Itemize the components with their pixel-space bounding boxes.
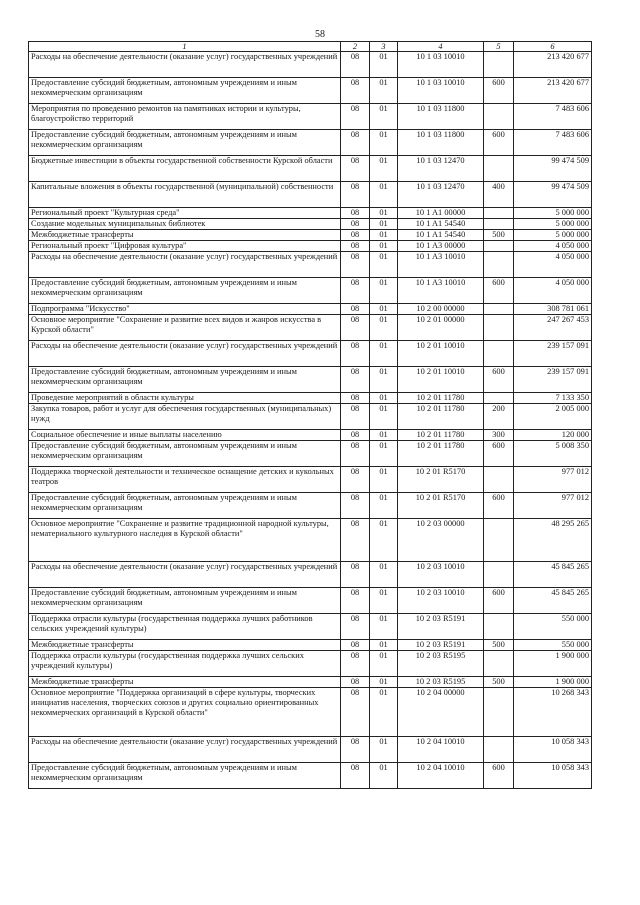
row-name: Предоставление субсидий бюджетным, автономным учреждениям и иным некоммерческим организациям [29, 588, 341, 614]
row-razdel: 08 [341, 230, 370, 241]
row-razdel: 08 [341, 182, 370, 208]
row-name: Капитальные вложения в объекты государственной (муниципальной) собственности [29, 182, 341, 208]
row-sum: 120 000 [514, 430, 592, 441]
row-name: Предоставление субсидий бюджетным, автономным учреждениям и иным некоммерческим организациям [29, 493, 341, 519]
row-razdel: 08 [341, 614, 370, 640]
row-vr [484, 315, 514, 341]
row-name: Основное мероприятие "Сохранение и развитие традиционной народной культуры, нематериального культурного наследия в Курской области" [29, 519, 341, 562]
row-sum: 239 157 091 [514, 341, 592, 367]
row-razdel: 08 [341, 519, 370, 562]
row-sum: 99 474 509 [514, 156, 592, 182]
row-csr: 10 2 01 R5170 [398, 493, 484, 519]
row-razdel: 08 [341, 493, 370, 519]
column-header-sum: 6 [514, 42, 592, 52]
row-name: Расходы на обеспечение деятельности (оказание услуг) государственных учреждений [29, 737, 341, 763]
row-sum: 977 012 [514, 493, 592, 519]
table-row [29, 651, 592, 677]
row-razdel: 08 [341, 404, 370, 430]
row-vr: 600 [484, 588, 514, 614]
row-vr [484, 241, 514, 252]
row-name: Социальное обеспечение и иные выплаты населению [29, 430, 341, 441]
row-csr: 10 2 01 10010 [398, 341, 484, 367]
row-sum: 45 845 265 [514, 562, 592, 588]
row-name: Поддержка отрасли культуры (государственная поддержка лучших сельских учреждений культуры) [29, 651, 341, 677]
row-sum: 239 157 091 [514, 367, 592, 393]
row-razdel: 08 [341, 688, 370, 737]
row-sum: 550 000 [514, 614, 592, 640]
row-razdel: 08 [341, 677, 370, 688]
row-podrazdel: 01 [370, 367, 398, 393]
row-csr: 10 2 01 11780 [398, 441, 484, 467]
row-csr: 10 2 01 11780 [398, 404, 484, 430]
row-vr [484, 651, 514, 677]
table-row [29, 230, 592, 241]
table-row [29, 130, 592, 156]
row-csr: 10 2 03 R5195 [398, 677, 484, 688]
row-name: Проведение мероприятий в области культуры [29, 393, 341, 404]
table-row [29, 493, 592, 519]
row-sum: 4 050 000 [514, 241, 592, 252]
table-row [29, 104, 592, 130]
row-sum: 247 267 453 [514, 315, 592, 341]
row-podrazdel: 01 [370, 737, 398, 763]
row-vr [484, 519, 514, 562]
row-podrazdel: 01 [370, 304, 398, 315]
row-podrazdel: 01 [370, 763, 398, 789]
row-sum: 5 000 000 [514, 208, 592, 219]
row-podrazdel: 01 [370, 651, 398, 677]
row-razdel: 08 [341, 341, 370, 367]
row-sum: 10 058 343 [514, 763, 592, 789]
row-vr: 600 [484, 763, 514, 789]
column-header-razdel: 2 [341, 42, 370, 52]
row-razdel: 08 [341, 640, 370, 651]
row-vr [484, 688, 514, 737]
row-csr: 10 1 03 12470 [398, 182, 484, 208]
row-name: Предоставление субсидий бюджетным, автономным учреждениям и иным некоммерческим организациям [29, 763, 341, 789]
table-row [29, 182, 592, 208]
row-csr: 10 2 00 00000 [398, 304, 484, 315]
row-csr: 10 2 01 00000 [398, 315, 484, 341]
row-csr: 10 1 03 10010 [398, 78, 484, 104]
table-row [29, 430, 592, 441]
row-csr: 10 1 A1 00000 [398, 208, 484, 219]
row-name: Предоставление субсидий бюджетным, автономным учреждениям и иным некоммерческим организациям [29, 78, 341, 104]
row-sum: 2 005 000 [514, 404, 592, 430]
table-row [29, 341, 592, 367]
row-razdel: 08 [341, 130, 370, 156]
row-razdel: 08 [341, 737, 370, 763]
page-number: 58 [315, 29, 325, 40]
row-podrazdel: 01 [370, 640, 398, 651]
row-razdel: 08 [341, 430, 370, 441]
row-sum: 550 000 [514, 640, 592, 651]
row-sum: 308 781 061 [514, 304, 592, 315]
row-sum: 213 420 677 [514, 78, 592, 104]
row-vr: 400 [484, 182, 514, 208]
row-razdel: 08 [341, 763, 370, 789]
row-razdel: 08 [341, 315, 370, 341]
row-podrazdel: 01 [370, 156, 398, 182]
row-csr: 10 1 A3 10010 [398, 252, 484, 278]
row-csr: 10 2 01 11780 [398, 393, 484, 404]
row-sum: 10 268 343 [514, 688, 592, 737]
row-sum: 45 845 265 [514, 588, 592, 614]
row-name: Межбюджетные трансферты [29, 230, 341, 241]
header-row [29, 42, 592, 52]
row-podrazdel: 01 [370, 677, 398, 688]
table-row [29, 519, 592, 562]
row-vr [484, 393, 514, 404]
row-razdel: 08 [341, 588, 370, 614]
row-podrazdel: 01 [370, 104, 398, 130]
column-header-vr: 5 [484, 42, 514, 52]
row-name: Основное мероприятие "Поддержка организаций в сфере культуры, творческих инициатив населения, творческих союзов и других социально ориентированных некоммерческих организаций в Курской области" [29, 688, 341, 737]
row-csr: 10 1 A1 54540 [398, 230, 484, 241]
row-name: Предоставление субсидий бюджетным, автономным учреждениям и иным некоммерческим организациям [29, 278, 341, 304]
row-csr: 10 2 04 00000 [398, 688, 484, 737]
budget-table [28, 41, 592, 789]
row-sum: 977 012 [514, 467, 592, 493]
row-podrazdel: 01 [370, 562, 398, 588]
row-name: Предоставление субсидий бюджетным, автономным учреждениям и иным некоммерческим организациям [29, 441, 341, 467]
row-csr: 10 1 03 12470 [398, 156, 484, 182]
row-razdel: 08 [341, 278, 370, 304]
row-razdel: 08 [341, 367, 370, 393]
table-row [29, 614, 592, 640]
row-vr: 500 [484, 677, 514, 688]
row-vr [484, 467, 514, 493]
row-podrazdel: 01 [370, 219, 398, 230]
row-razdel: 08 [341, 252, 370, 278]
row-razdel: 08 [341, 219, 370, 230]
row-podrazdel: 01 [370, 130, 398, 156]
row-razdel: 08 [341, 208, 370, 219]
row-vr: 600 [484, 441, 514, 467]
row-sum: 7 133 350 [514, 393, 592, 404]
row-razdel: 08 [341, 52, 370, 78]
table-body [29, 52, 592, 789]
row-sum: 4 050 000 [514, 252, 592, 278]
row-sum: 5 000 000 [514, 219, 592, 230]
row-sum: 7 483 606 [514, 104, 592, 130]
row-vr [484, 737, 514, 763]
row-sum: 5 000 000 [514, 230, 592, 241]
row-name: Поддержка отрасли культуры (государственная поддержка лучших работников сельских учреждений культуры) [29, 614, 341, 640]
table-row [29, 441, 592, 467]
row-csr: 10 1 A3 00000 [398, 241, 484, 252]
row-podrazdel: 01 [370, 467, 398, 493]
row-podrazdel: 01 [370, 208, 398, 219]
row-csr: 10 2 03 R5191 [398, 640, 484, 651]
table-row [29, 219, 592, 230]
row-vr [484, 104, 514, 130]
row-razdel: 08 [341, 304, 370, 315]
row-vr [484, 52, 514, 78]
table-row [29, 677, 592, 688]
row-razdel: 08 [341, 104, 370, 130]
row-sum: 1 900 000 [514, 651, 592, 677]
table-row [29, 304, 592, 315]
row-csr: 10 2 03 10010 [398, 562, 484, 588]
row-vr [484, 614, 514, 640]
row-csr: 10 1 A1 54540 [398, 219, 484, 230]
row-podrazdel: 01 [370, 252, 398, 278]
row-podrazdel: 01 [370, 404, 398, 430]
table-row [29, 78, 592, 104]
row-razdel: 08 [341, 441, 370, 467]
row-name: Основное мероприятие "Сохранение и развитие всех видов и жанров искусства в Курской области" [29, 315, 341, 341]
row-name: Региональный проект "Цифровая культура" [29, 241, 341, 252]
row-name: Бюджетные инвестиции в объекты государственной собственности Курской области [29, 156, 341, 182]
table-row [29, 763, 592, 789]
table-row [29, 393, 592, 404]
row-podrazdel: 01 [370, 52, 398, 78]
row-vr [484, 156, 514, 182]
row-vr [484, 208, 514, 219]
table-row [29, 737, 592, 763]
table-row [29, 315, 592, 341]
table-row [29, 52, 592, 78]
row-vr [484, 341, 514, 367]
row-vr: 600 [484, 493, 514, 519]
row-podrazdel: 01 [370, 241, 398, 252]
row-name: Межбюджетные трансферты [29, 640, 341, 651]
row-razdel: 08 [341, 562, 370, 588]
row-vr [484, 304, 514, 315]
row-podrazdel: 01 [370, 430, 398, 441]
row-csr: 10 1 03 11800 [398, 104, 484, 130]
table-row [29, 404, 592, 430]
row-sum: 5 008 350 [514, 441, 592, 467]
table-row [29, 467, 592, 493]
row-podrazdel: 01 [370, 493, 398, 519]
table-row [29, 588, 592, 614]
row-csr: 10 2 01 R5170 [398, 467, 484, 493]
row-csr: 10 2 04 10010 [398, 763, 484, 789]
row-name: Расходы на обеспечение деятельности (оказание услуг) государственных учреждений [29, 341, 341, 367]
row-razdel: 08 [341, 241, 370, 252]
row-vr: 600 [484, 278, 514, 304]
row-podrazdel: 01 [370, 588, 398, 614]
row-sum: 10 058 343 [514, 737, 592, 763]
table-row [29, 252, 592, 278]
table-header [29, 42, 592, 52]
row-csr: 10 2 03 R5195 [398, 651, 484, 677]
row-csr: 10 1 03 10010 [398, 52, 484, 78]
row-csr: 10 2 03 00000 [398, 519, 484, 562]
table-row [29, 688, 592, 737]
table-row [29, 278, 592, 304]
column-header-name: 1 [29, 42, 341, 52]
row-csr: 10 1 03 11800 [398, 130, 484, 156]
row-razdel: 08 [341, 467, 370, 493]
row-csr: 10 2 04 10010 [398, 737, 484, 763]
row-sum: 48 295 265 [514, 519, 592, 562]
row-name: Расходы на обеспечение деятельности (оказание услуг) государственных учреждений [29, 562, 341, 588]
table-row [29, 562, 592, 588]
table-row [29, 156, 592, 182]
row-sum: 7 483 606 [514, 130, 592, 156]
row-vr: 200 [484, 404, 514, 430]
row-sum: 99 474 509 [514, 182, 592, 208]
row-name: Подпрограмма "Искусство" [29, 304, 341, 315]
row-vr: 600 [484, 130, 514, 156]
row-razdel: 08 [341, 78, 370, 104]
row-name: Региональный проект "Культурная среда" [29, 208, 341, 219]
row-sum: 213 420 677 [514, 52, 592, 78]
row-csr: 10 1 A3 10010 [398, 278, 484, 304]
table-row [29, 367, 592, 393]
row-podrazdel: 01 [370, 230, 398, 241]
row-csr: 10 2 01 10010 [398, 367, 484, 393]
row-razdel: 08 [341, 393, 370, 404]
row-vr: 600 [484, 367, 514, 393]
row-name: Закупка товаров, работ и услуг для обеспечения государственных (муниципальных) нужд [29, 404, 341, 430]
table-row [29, 241, 592, 252]
table-row [29, 208, 592, 219]
column-header-podrazdel: 3 [370, 42, 398, 52]
row-podrazdel: 01 [370, 78, 398, 104]
row-name: Мероприятия по проведению ремонтов на памятниках истории и культуры, благоустройство территорий [29, 104, 341, 130]
row-csr: 10 2 01 11780 [398, 430, 484, 441]
row-vr [484, 252, 514, 278]
row-podrazdel: 01 [370, 182, 398, 208]
row-sum: 4 050 000 [514, 278, 592, 304]
row-podrazdel: 01 [370, 393, 398, 404]
row-name: Предоставление субсидий бюджетным, автономным учреждениям и иным некоммерческим организациям [29, 130, 341, 156]
row-name: Межбюджетные трансферты [29, 677, 341, 688]
row-sum: 1 900 000 [514, 677, 592, 688]
row-podrazdel: 01 [370, 441, 398, 467]
row-podrazdel: 01 [370, 278, 398, 304]
row-csr: 10 2 03 R5191 [398, 614, 484, 640]
row-podrazdel: 01 [370, 315, 398, 341]
table-row [29, 640, 592, 651]
row-podrazdel: 01 [370, 519, 398, 562]
row-name: Создание модельных муниципальных библиотек [29, 219, 341, 230]
row-name: Поддержка творческой деятельности и техническое оснащение детских и кукольных театров [29, 467, 341, 493]
row-vr: 300 [484, 430, 514, 441]
row-podrazdel: 01 [370, 341, 398, 367]
row-podrazdel: 01 [370, 688, 398, 737]
row-vr: 600 [484, 78, 514, 104]
column-header-csr: 4 [398, 42, 484, 52]
row-name: Расходы на обеспечение деятельности (оказание услуг) государственных учреждений [29, 252, 341, 278]
row-podrazdel: 01 [370, 614, 398, 640]
row-csr: 10 2 03 10010 [398, 588, 484, 614]
row-razdel: 08 [341, 156, 370, 182]
row-vr [484, 562, 514, 588]
row-vr: 500 [484, 640, 514, 651]
row-vr [484, 219, 514, 230]
row-razdel: 08 [341, 651, 370, 677]
row-name: Предоставление субсидий бюджетным, автономным учреждениям и иным некоммерческим организациям [29, 367, 341, 393]
row-vr: 500 [484, 230, 514, 241]
row-name: Расходы на обеспечение деятельности (оказание услуг) государственных учреждений [29, 52, 341, 78]
